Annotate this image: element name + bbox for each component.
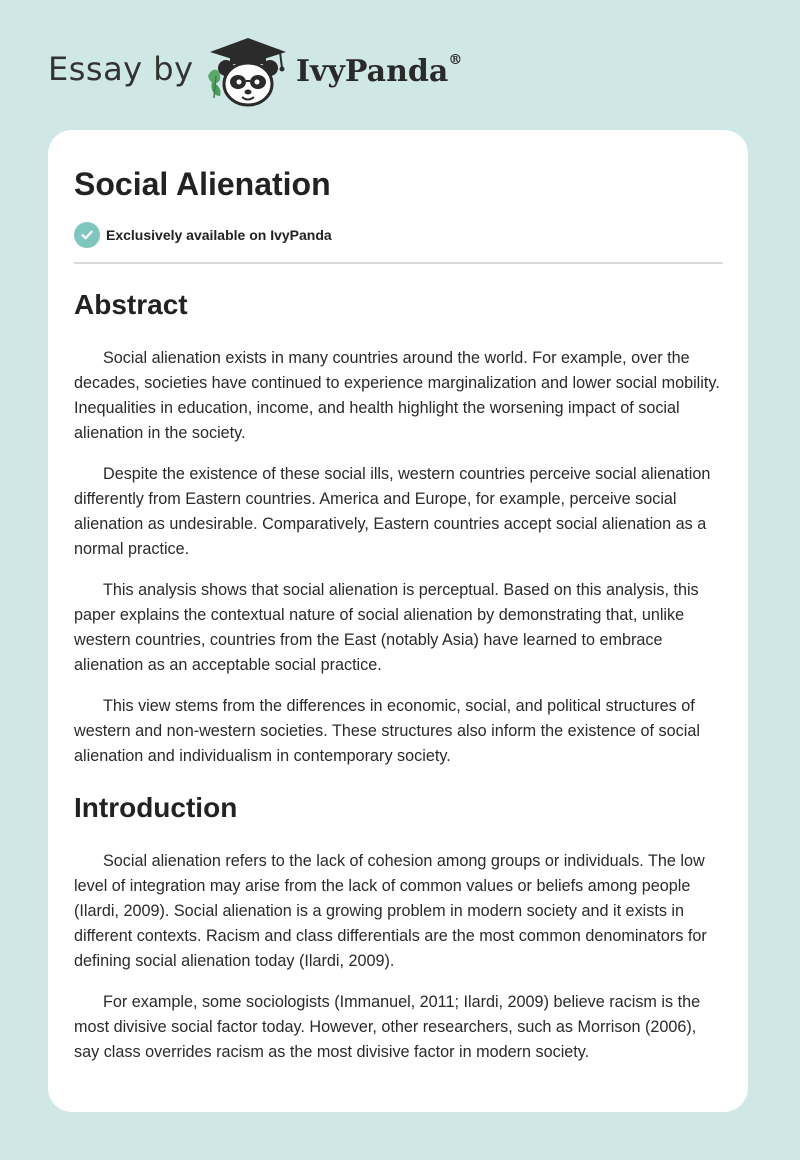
- essay-card: [48, 130, 748, 1112]
- site-header: [0, 0, 800, 130]
- panda-graduate-logo-icon[interactable]: [202, 36, 294, 108]
- badge-text: Exclusively available on IvyPanda: [106, 227, 332, 243]
- check-circle-icon: [74, 222, 100, 248]
- section-heading-introduction: Introduction: [74, 792, 238, 823]
- paragraph: This analysis shows that social alienation is perceptual. Based on this analysis, this paper explains the contextual nature of social alienation by demonstrating that, unlike western countries, countries from the East (notably Asia) have learned to embrace alienation as an acceptable social practice.: [74, 581, 699, 674]
- paragraph: This view stems from the differences in economic, social, and political structures of western and non-western societies. These structures also inform the existence of social alienation and individualism in contemporary society.: [74, 697, 700, 765]
- exclusive-badge: [74, 222, 723, 248]
- paragraph: Social alienation refers to the lack of cohesion among groups or individuals. The low level of integration may arise from the lack of common values or beliefs among people (Ilardi, 2009). Social alienation is a growing problem in modern society and it exists in different contexts. Racism and class differentials are the most common denominators for defining social alienation today (Ilardi, 2009).: [74, 852, 707, 970]
- page-title: Social Alienation: [74, 166, 331, 202]
- paragraph: For example, some sociologists (Immanuel, 2011; Ilardi, 2009) believe racism is the most divisive social factor today. However, other researchers, such as Morrison (2006), say class overrides racism as the most divisive factor in modern society.: [74, 993, 701, 1061]
- paragraph: Despite the existence of these social ills, western countries perceive social alienation differently from Eastern countries. America and Europe, for example, perceive social alienation as undesirable. Comparatively, Eastern countries accept social alienation as a normal practice.: [74, 465, 711, 558]
- paragraph: Social alienation exists in many countries around the world. For example, over the decades, societies have continued to experience marginalization and lower social mobility. Inequalities in education, income, and health highlight the worsening impact of social alienation in the society.: [74, 349, 720, 442]
- divider: [74, 262, 723, 264]
- essay-by-label: Essay by: [48, 50, 194, 88]
- essay-content: [74, 164, 723, 1065]
- brand-name[interactable]: IvyPanda®: [296, 52, 463, 89]
- registered-mark: ®: [448, 52, 463, 68]
- section-heading-abstract: Abstract: [74, 289, 188, 320]
